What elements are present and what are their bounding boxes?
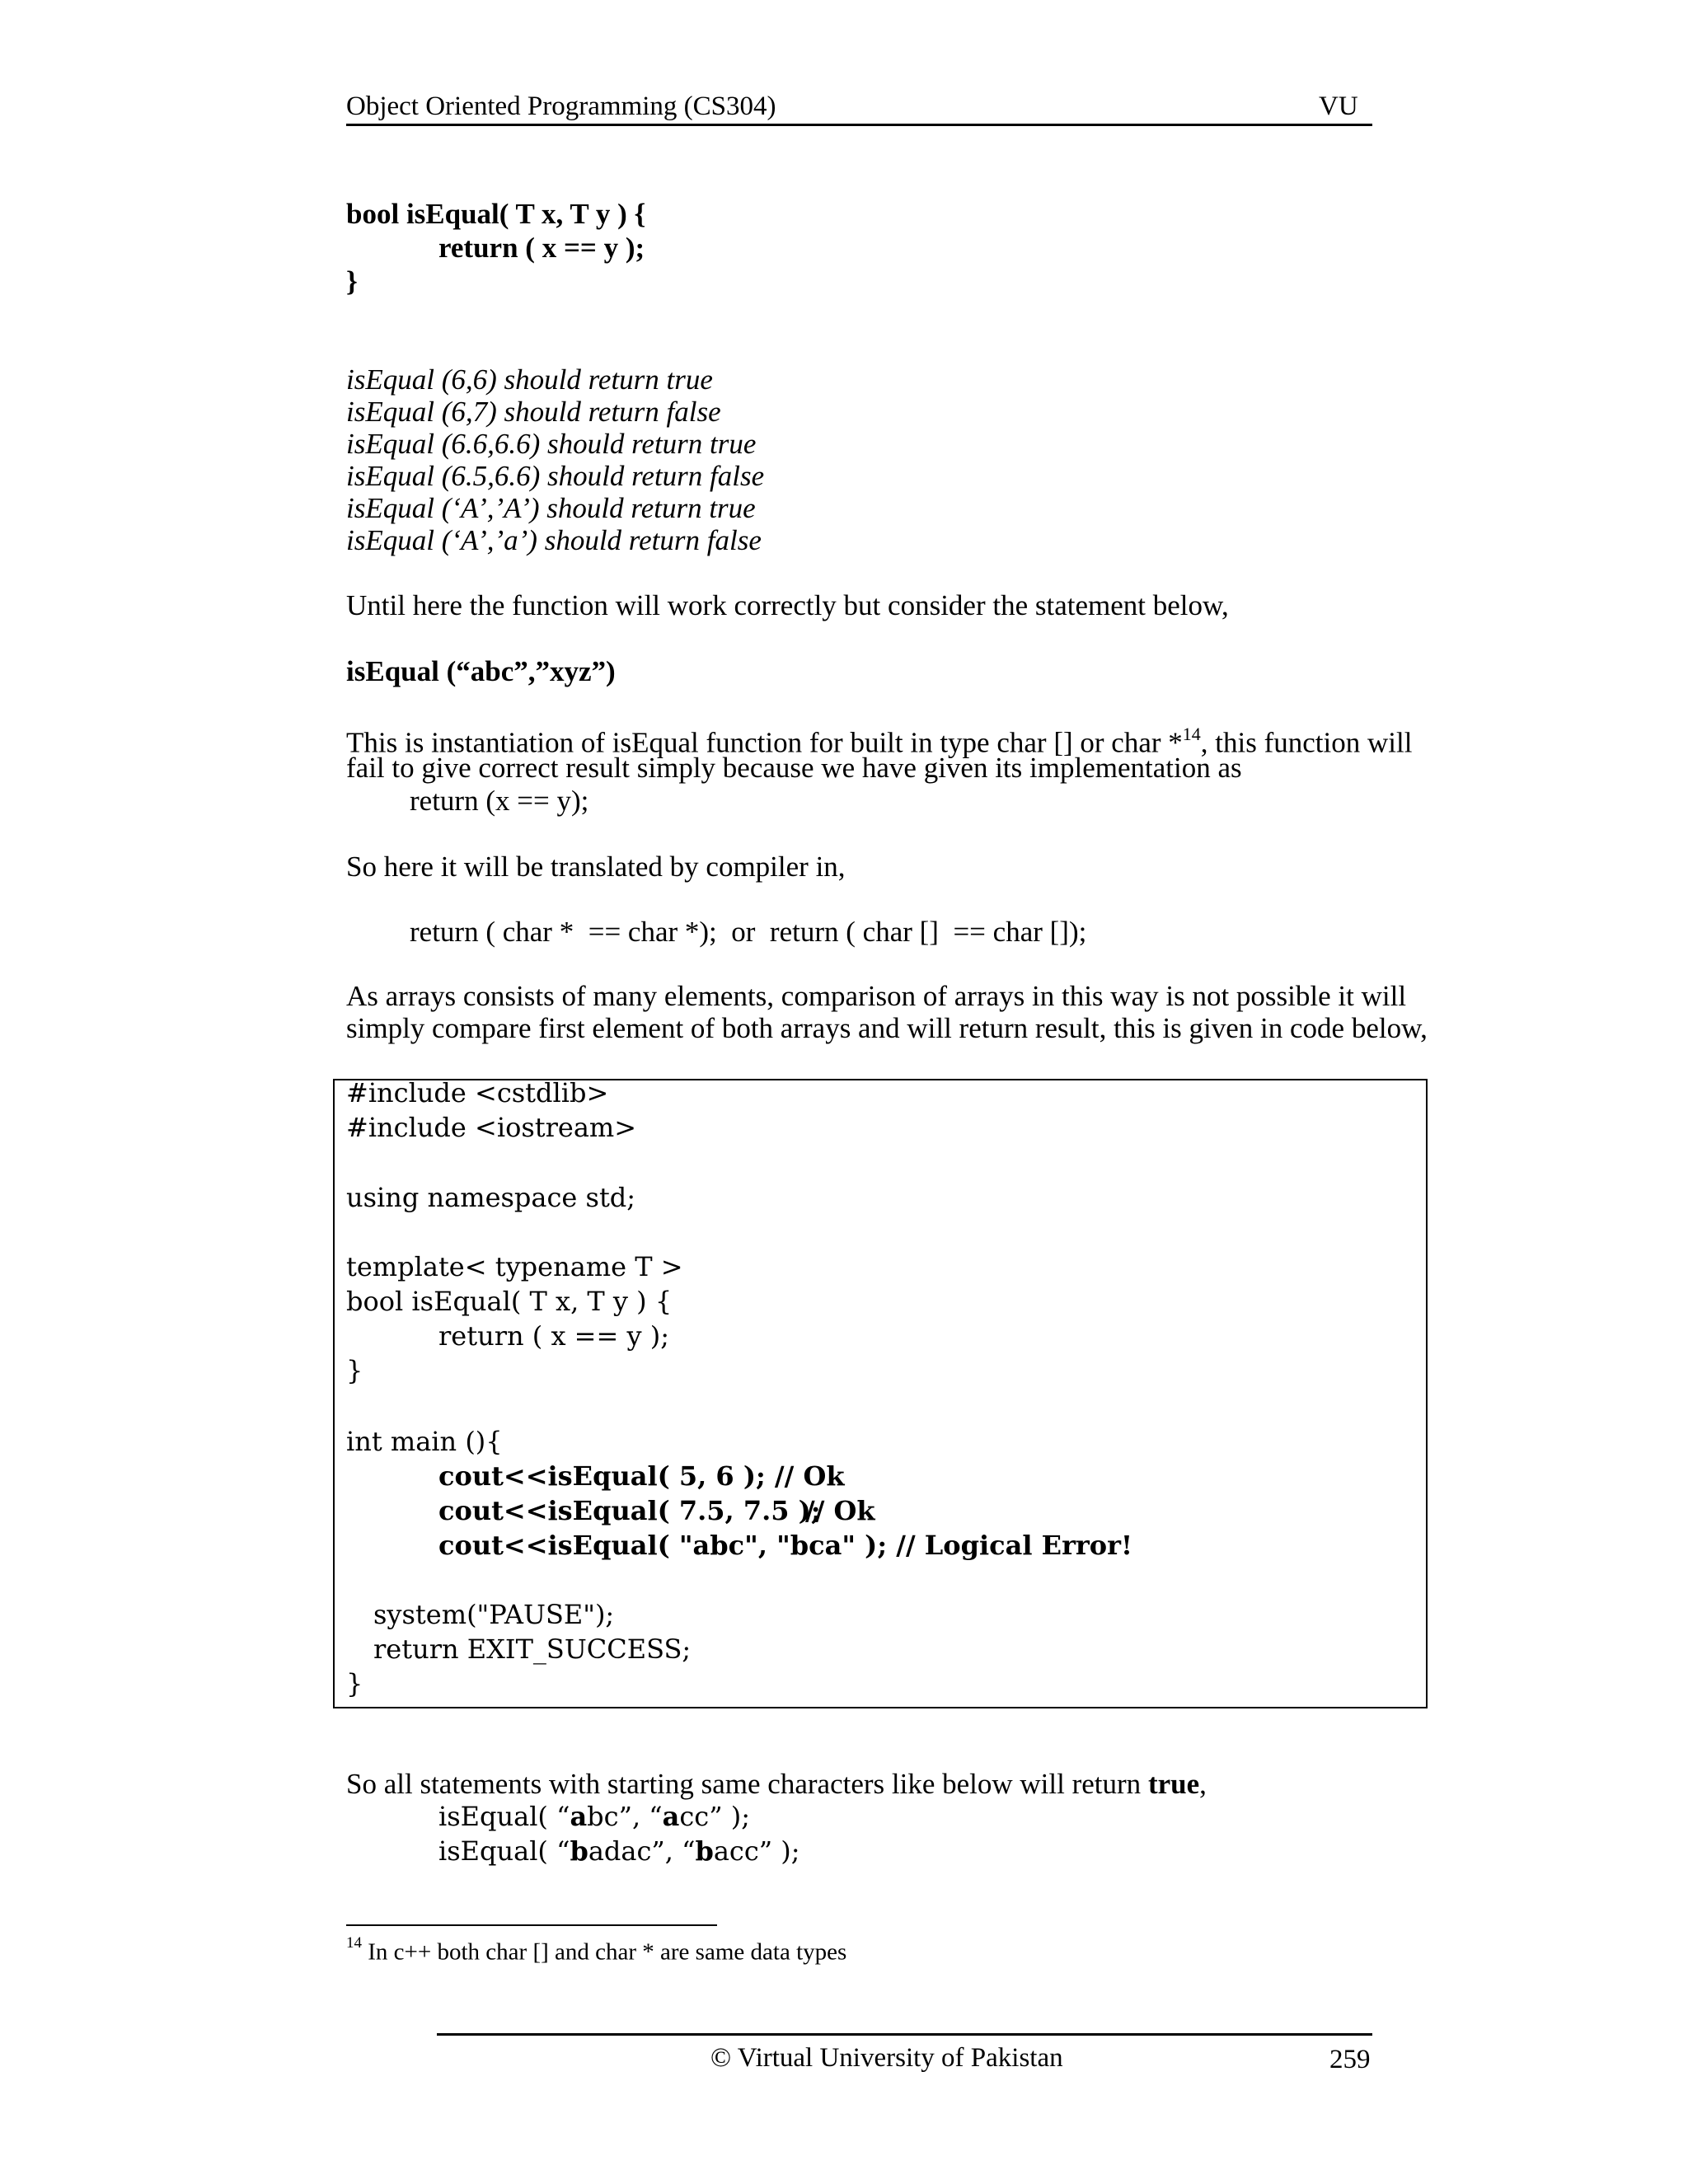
header-rule: [346, 124, 1372, 126]
footer-copyright: © Virtual University of Pakistan: [710, 2043, 1063, 2073]
header-title: Object Oriented Programming (CS304): [346, 91, 776, 121]
code-top-line-1: bool isEqual( T x, T y ) {: [346, 198, 646, 230]
code-line: }: [346, 1355, 363, 1386]
paragraph-1: Until here the function will work correctly but consider the statement below,: [346, 589, 1229, 621]
paragraph-2-line-3: return (x == y);: [410, 785, 589, 817]
paragraph-5: So all statements with starting same characters like below will return true,: [346, 1768, 1207, 1800]
code-line: int main (){: [346, 1426, 503, 1457]
code-line: template< typename T >: [346, 1251, 683, 1282]
code-line: cout<<isEqual( 7.5, 7.5 );: [438, 1495, 821, 1526]
code-top-line-2: return ( x == y );: [438, 232, 645, 264]
footnote-ref[interactable]: 14: [1182, 724, 1201, 744]
code-comment: // Ok: [805, 1495, 875, 1526]
paragraph-4-line-2: simply compare first element of both arrays and will return result, this is given in code below,: [346, 1012, 1428, 1044]
footnote: $^{14}$ In c++ both char [] and char * are same data types: [346, 1934, 847, 1966]
example-call-1: isEqual( “abc”, “acc” );: [438, 1801, 751, 1832]
code-line: cout<<isEqual( "abc", "bca" ); // Logical Error!: [438, 1530, 1133, 1561]
example-line: isEqual (6.5,6.6) should return false: [346, 460, 765, 492]
example-line: isEqual (6.6,6.6) should return true: [346, 428, 757, 460]
code-line: return ( x == y );: [438, 1320, 669, 1352]
example-line: isEqual (‘A’,’a’) should return false: [346, 524, 762, 556]
code-line: #include <cstdlib>: [346, 1077, 609, 1108]
translation-line: return ( char * == char *); or return ( char [] == char []);: [410, 916, 1087, 948]
code-line: using namespace std;: [346, 1182, 636, 1213]
paragraph-2-line-1: This is instantiation of isEqual function for built in type char [] or char *$^{14}$, this function will: [346, 724, 1413, 759]
paragraph-3: So here it will be translated by compiler in,: [346, 851, 846, 883]
code-line: }: [346, 1668, 363, 1699]
paragraph-2-line-2: fail to give correct result simply because we have given its implementation as: [346, 752, 1242, 784]
example-line: isEqual (6,6) should return true: [346, 363, 713, 396]
statement-isequal: isEqual (“abc”,”xyz”): [346, 655, 616, 687]
example-line: isEqual (6,7) should return false: [346, 396, 721, 428]
footer-rule: [437, 2033, 1372, 2036]
code-line: #include <iostream>: [346, 1112, 637, 1143]
page-number: 259: [1329, 2045, 1371, 2074]
example-line: isEqual (‘A’,’A’) should return true: [346, 492, 756, 524]
footnote-rule: [346, 1924, 717, 1926]
code-line: return EXIT_SUCCESS;: [373, 1633, 692, 1665]
code-line: bool isEqual( T x, T y ) {: [346, 1286, 673, 1317]
example-call-2: isEqual( “badac”, “bacc” );: [438, 1835, 800, 1867]
code-line: cout<<isEqual( 5, 6 ); // Ok: [438, 1460, 845, 1492]
paragraph-4-line-1: As arrays consists of many elements, comparison of arrays in this way is not possible it will: [346, 980, 1407, 1012]
code-top-line-3: }: [346, 265, 358, 298]
header-vu: VU: [1319, 91, 1358, 121]
code-line: system("PAUSE");: [373, 1599, 615, 1630]
